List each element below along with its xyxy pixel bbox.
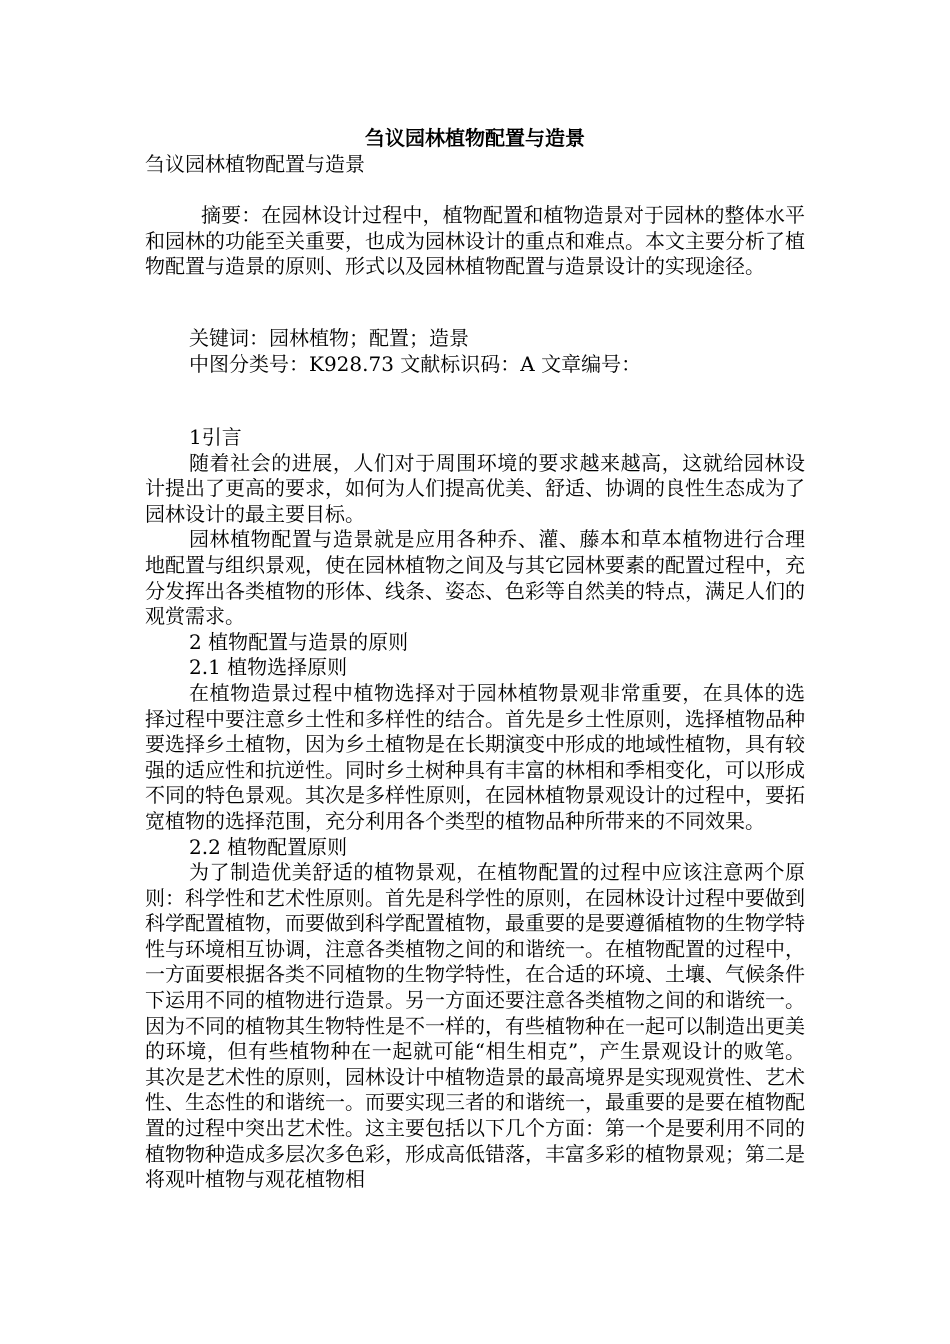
section-heading-principles: 2 植物配置与造景的原则 bbox=[189, 629, 409, 654]
abstract-paragraph: 摘要：在园林设计过程中，植物配置和植物造景对于园林的整体水平和园林的功能至关重要，也成为园林设计的重点和难点。本文主要分析了植物配置与造景的原则、形式以及园林植物配置与造景设计的实现途径。 bbox=[145, 203, 805, 279]
subsection-heading-configuration: 2.2 植物配置原则 bbox=[189, 834, 348, 859]
article-body bbox=[145, 425, 805, 1193]
classification-line: 中图分类号：K928.73 文献标识码：A 文章编号： bbox=[189, 352, 642, 376]
subsection-heading-selection: 2.1 植物选择原则 bbox=[189, 655, 348, 680]
section-heading-intro: 1引言 bbox=[189, 425, 242, 449]
document-title: 刍议园林植物配置与造景 bbox=[365, 126, 585, 150]
keywords-line: 关键词：园林植物；配置；造景 bbox=[189, 326, 469, 350]
body-paragraph: 在植物造景过程中植物选择对于园林植物景观非常重要，在具体的选择过程中要注意乡土性和多样性的结合。首先是乡土性原则，选择植物品种要选择乡土植物，因为乡土植物是在长期演变中形成的地域性植物，具有较强的适应性和抗逆性。同时乡土树种具有丰富的林相和季相变化，可以形成不同的特色景观。其次是多样性原则，在园林植物景观设计的过程中，要拓宽植物的选择范围，充分利用各个类型的植物品种所带来的不同效果。 bbox=[145, 680, 805, 833]
body-paragraph: 为了制造优美舒适的植物景观，在植物配置的过程中应该注意两个原则：科学性和艺术性原则。首先是科学性的原则，在园林设计过程中要做到科学配置植物，而要做到科学配置植物，最重要的是要遵循植物的生物学特性与环境相互协调，注意各类植物之间的和谐统一。在植物配置的过程中，一方面要根据各类不同植物的生物学特性，在合适的环境、土壤、气候条件下运用不同的植物进行造景。另一方面还要注意各类植物之间的和谐统一。因为不同的植物其生物特性是不一样的，有些植物种在一起可以制造出更美的环境，但有些植物种在一起就可能“相生相克”，产生景观设计的败笔。其次是艺术性的原则，园林设计中植物造景的最高境界是实现观赏性、艺术性、生态性的和谐统一。而要实现三者的和谐统一，最重要的是要在植物配置的过程中突出艺术性。这主要包括以下几个方面：第一个是要利用不同的植物物种造成多层次多色彩，形成高低错落，丰富多彩的植物景观；第二是将观叶植物与观花植物相 bbox=[145, 860, 805, 1192]
body-paragraph: 园林植物配置与造景就是应用各种乔、灌、藤本和草本植物进行合理地配置与组织景观，使在园林植物之间及与其它园林要素的配置过程中，充分发挥出各类植物的形体、线条、姿态、色彩等自然美的特点，满足人们的观赏需求。 bbox=[145, 527, 805, 629]
document-subtitle: 刍议园林植物配置与造景 bbox=[145, 152, 365, 176]
keywords-block bbox=[189, 325, 809, 377]
body-paragraph: 随着社会的进展，人们对于周围环境的要求越来越高，这就给园林设计提出了更高的要求，如何为人们提高优美、舒适、协调的良性生态成为了园林设计的最主要目标。 bbox=[145, 450, 805, 526]
